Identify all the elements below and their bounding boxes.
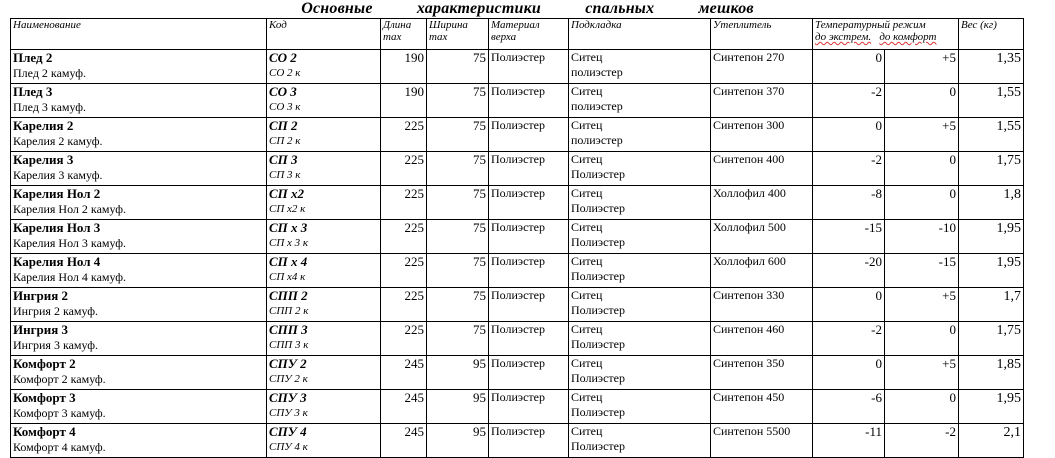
product-code: СП 3 [269, 152, 298, 167]
cell-length: 225 [381, 288, 427, 322]
product-name-camo: Ингрия 2 камуф. [13, 304, 98, 318]
cell-temp-extreme: 0 [813, 288, 885, 322]
cell-material: Полиэстер [489, 118, 569, 152]
cell-temp-comfort: -15 [885, 254, 959, 288]
cell-code [267, 356, 381, 390]
cell-insulation: Синтепон 270 [711, 50, 813, 84]
cell-material: Полиэстер [489, 50, 569, 84]
product-name-camo: Комфорт 4 камуф. [13, 440, 106, 454]
cell-temp-comfort: 0 [885, 186, 959, 220]
product-code: СП х2 [269, 186, 305, 201]
cell-temp-comfort: +5 [885, 356, 959, 390]
cell-width: 75 [427, 84, 489, 118]
cell-temp-extreme: -20 [813, 254, 885, 288]
cell-temp-comfort: +5 [885, 118, 959, 152]
cell-material: Полиэстер [489, 424, 569, 458]
cell-width: 75 [427, 220, 489, 254]
header-width: Ширина max [427, 19, 489, 50]
cell-width: 95 [427, 356, 489, 390]
lining-line-2: полиэстер [571, 65, 623, 79]
cell-temp-extreme: 0 [813, 118, 885, 152]
cell-material: Полиэстер [489, 390, 569, 424]
cell-lining [569, 356, 711, 390]
cell-name [11, 424, 267, 458]
table-row [11, 424, 1024, 458]
cell-insulation: Синтепон 370 [711, 84, 813, 118]
cell-temp-comfort: 0 [885, 84, 959, 118]
header-material: Материал верха [489, 19, 569, 50]
lining-line-2: Полиэстер [571, 269, 625, 283]
lining-line-1: Ситец [571, 322, 603, 336]
product-code: СПП 2 [269, 288, 308, 303]
cell-weight: 1,8 [959, 186, 1024, 220]
product-code: СПУ 2 [269, 356, 307, 371]
product-code-camo: СО 3 к [269, 101, 301, 113]
cell-length: 225 [381, 186, 427, 220]
cell-temp-extreme: -11 [813, 424, 885, 458]
product-name: Комфорт 2 [13, 356, 76, 371]
product-code: СПУ 4 [269, 424, 307, 439]
product-code-camo: СПУ 4 к [269, 441, 308, 453]
cell-weight: 1,75 [959, 152, 1024, 186]
lining-line-1: Ситец [571, 288, 603, 302]
cell-code [267, 118, 381, 152]
product-name: Плед 3 [13, 84, 53, 99]
cell-material: Полиэстер [489, 254, 569, 288]
lining-line-2: полиэстер [571, 99, 623, 113]
cell-width: 75 [427, 288, 489, 322]
cell-temp-comfort: -10 [885, 220, 959, 254]
cell-weight: 1,75 [959, 322, 1024, 356]
cell-temp-extreme: -2 [813, 84, 885, 118]
cell-length: 225 [381, 254, 427, 288]
cell-weight: 1,95 [959, 220, 1024, 254]
header-name: Наименование [11, 19, 267, 50]
cell-insulation: Холлофил 400 [711, 186, 813, 220]
cell-insulation: Синтепон 300 [711, 118, 813, 152]
cell-lining [569, 84, 711, 118]
header-length: Длина max [381, 19, 427, 50]
table-row [11, 390, 1024, 424]
cell-temp-extreme: 0 [813, 50, 885, 84]
cell-material: Полиэстер [489, 186, 569, 220]
product-name-camo: Карелия 2 камуф. [13, 134, 103, 148]
cell-length: 225 [381, 152, 427, 186]
cell-insulation: Холлофил 600 [711, 254, 813, 288]
cell-temp-comfort: 0 [885, 152, 959, 186]
cell-lining [569, 152, 711, 186]
product-code-camo: СПУ 3 к [269, 407, 308, 419]
header-lining: Подкладка [569, 19, 711, 50]
table-body [11, 50, 1024, 458]
product-code: СО 2 [269, 50, 297, 65]
cell-material: Полиэстер [489, 84, 569, 118]
product-name: Карелия Нол 4 [13, 254, 101, 269]
cell-width: 75 [427, 186, 489, 220]
product-name-camo: Комфорт 2 камуф. [13, 372, 106, 386]
cell-insulation: Холлофил 500 [711, 220, 813, 254]
cell-code [267, 288, 381, 322]
product-name: Карелия 2 [13, 118, 74, 133]
cell-temp-extreme: -2 [813, 152, 885, 186]
lining-line-1: Ситец [571, 186, 603, 200]
cell-code [267, 424, 381, 458]
table-row [11, 356, 1024, 390]
lining-line-2: Полиэстер [571, 303, 625, 317]
cell-temp-comfort: +5 [885, 50, 959, 84]
header-temp-extreme: до экстрем. [815, 31, 872, 43]
lining-line-2: Полиэстер [571, 167, 625, 181]
cell-insulation: Синтепон 460 [711, 322, 813, 356]
header-code: Код [267, 19, 381, 50]
product-name-camo: Карелия 3 камуф. [13, 168, 103, 182]
cell-name [11, 84, 267, 118]
lining-line-2: Полиэстер [571, 405, 625, 419]
cell-lining [569, 220, 711, 254]
table-row [11, 254, 1024, 288]
table-row [11, 288, 1024, 322]
sleeping-bag-table [10, 18, 1024, 458]
product-code: СП х 3 [269, 220, 308, 235]
cell-weight: 1,95 [959, 254, 1024, 288]
table-row [11, 152, 1024, 186]
cell-code [267, 152, 381, 186]
cell-lining [569, 254, 711, 288]
cell-material: Полиэстер [489, 220, 569, 254]
cell-code [267, 322, 381, 356]
cell-name [11, 220, 267, 254]
table-row [11, 118, 1024, 152]
cell-width: 95 [427, 390, 489, 424]
cell-lining [569, 288, 711, 322]
header-temp-sub [815, 31, 956, 43]
cell-material: Полиэстер [489, 322, 569, 356]
cell-length: 190 [381, 50, 427, 84]
cell-lining [569, 50, 711, 84]
cell-code [267, 186, 381, 220]
header-row [11, 19, 1024, 50]
table-row [11, 84, 1024, 118]
product-code: СП 2 [269, 118, 298, 133]
lining-line-1: Ситец [571, 152, 603, 166]
cell-width: 75 [427, 254, 489, 288]
document-title: Основные характеристики спальных мешков [301, 0, 754, 17]
header-weight: Вес (кг) [959, 19, 1024, 50]
cell-name [11, 356, 267, 390]
cell-name [11, 50, 267, 84]
cell-code [267, 390, 381, 424]
product-code-camo: СПП 3 к [269, 339, 309, 351]
product-name: Комфорт 4 [13, 424, 76, 439]
cell-length: 190 [381, 84, 427, 118]
table-row [11, 220, 1024, 254]
product-name-camo: Плед 2 камуф. [13, 66, 86, 80]
cell-weight: 1,7 [959, 288, 1024, 322]
product-name: Ингрия 2 [13, 288, 69, 303]
product-code: СО 3 [269, 84, 297, 99]
cell-width: 75 [427, 152, 489, 186]
cell-insulation: Синтепон 450 [711, 390, 813, 424]
product-code-camo: СПП 2 к [269, 305, 309, 317]
cell-temp-comfort: -2 [885, 424, 959, 458]
product-name: Плед 2 [13, 50, 53, 65]
cell-code [267, 84, 381, 118]
header-insulation: Утеплитель [711, 19, 813, 50]
table-row [11, 50, 1024, 84]
cell-lining [569, 186, 711, 220]
cell-lining [569, 390, 711, 424]
product-code: СП х 4 [269, 254, 308, 269]
lining-line-2: Полиэстер [571, 439, 625, 453]
cell-width: 75 [427, 118, 489, 152]
cell-temp-extreme: -15 [813, 220, 885, 254]
product-name: Ингрия 3 [13, 322, 69, 337]
cell-temp-extreme: -6 [813, 390, 885, 424]
lining-line-2: Полиэстер [571, 337, 625, 351]
product-name: Комфорт 3 [13, 390, 76, 405]
cell-width: 95 [427, 424, 489, 458]
cell-temp-extreme: 0 [813, 356, 885, 390]
cell-weight: 1,95 [959, 390, 1024, 424]
lining-line-1: Ситец [571, 356, 603, 370]
product-name-camo: Карелия Нол 2 камуф. [13, 202, 126, 216]
lining-line-2: Полиэстер [571, 235, 625, 249]
cell-name [11, 118, 267, 152]
cell-name [11, 186, 267, 220]
lining-line-1: Ситец [571, 220, 603, 234]
cell-length: 225 [381, 322, 427, 356]
cell-name [11, 152, 267, 186]
lining-line-1: Ситец [571, 424, 603, 438]
cell-lining [569, 424, 711, 458]
product-name: Карелия 3 [13, 152, 74, 167]
cell-insulation: Синтепон 350 [711, 356, 813, 390]
cell-lining [569, 322, 711, 356]
lining-line-1: Ситец [571, 254, 603, 268]
cell-length: 245 [381, 424, 427, 458]
cell-name [11, 390, 267, 424]
table-row [11, 322, 1024, 356]
cell-insulation: Синтепон 5500 [711, 424, 813, 458]
lining-line-1: Ситец [571, 84, 603, 98]
product-code: СПУ 3 [269, 390, 307, 405]
product-name: Карелия Нол 2 [13, 186, 101, 201]
product-code-camo: СО 2 к [269, 67, 301, 79]
cell-insulation: Синтепон 400 [711, 152, 813, 186]
header-temp-main: Температурный режим [815, 19, 926, 31]
cell-material: Полиэстер [489, 152, 569, 186]
product-code-camo: СП 3 к [269, 169, 301, 181]
cell-code [267, 254, 381, 288]
cell-weight: 1,55 [959, 84, 1024, 118]
cell-weight: 1,55 [959, 118, 1024, 152]
product-name-camo: Комфорт 3 камуф. [13, 406, 106, 420]
product-name-camo: Карелия Нол 3 камуф. [13, 236, 126, 250]
product-name-camo: Карелия Нол 4 камуф. [13, 270, 126, 284]
cell-temp-comfort: 0 [885, 322, 959, 356]
product-code-camo: СП х2 к [269, 203, 306, 215]
product-name-camo: Ингрия 3 камуф. [13, 338, 98, 352]
cell-length: 245 [381, 390, 427, 424]
product-code-camo: СП х 3 к [269, 237, 309, 249]
cell-weight: 2,1 [959, 424, 1024, 458]
cell-weight: 1,35 [959, 50, 1024, 84]
cell-length: 225 [381, 118, 427, 152]
product-code-camo: СП х4 к [269, 271, 306, 283]
lining-line-1: Ситец [571, 118, 603, 132]
cell-code [267, 50, 381, 84]
product-code-camo: СПУ 2 к [269, 373, 308, 385]
cell-weight: 1,85 [959, 356, 1024, 390]
lining-line-2: полиэстер [571, 133, 623, 147]
product-code-camo: СП 2 к [269, 135, 301, 147]
cell-code [267, 220, 381, 254]
lining-line-1: Ситец [571, 50, 603, 64]
cell-lining [569, 118, 711, 152]
cell-temp-comfort: +5 [885, 288, 959, 322]
cell-material: Полиэстер [489, 356, 569, 390]
cell-width: 75 [427, 50, 489, 84]
cell-width: 75 [427, 322, 489, 356]
cell-material: Полиэстер [489, 288, 569, 322]
header-temp-comfort: до комфорт [879, 31, 937, 43]
cell-temp-extreme: -2 [813, 322, 885, 356]
product-name: Карелия Нол 3 [13, 220, 101, 235]
product-code: СПП 3 [269, 322, 308, 337]
cell-insulation: Синтепон 330 [711, 288, 813, 322]
cell-length: 245 [381, 356, 427, 390]
cell-temp-extreme: -8 [813, 186, 885, 220]
header-temperature [813, 19, 959, 50]
cell-length: 225 [381, 220, 427, 254]
product-name-camo: Плед 3 камуф. [13, 100, 86, 114]
cell-name [11, 254, 267, 288]
table-row [11, 186, 1024, 220]
lining-line-2: Полиэстер [571, 371, 625, 385]
lining-line-2: Полиэстер [571, 201, 625, 215]
cell-name [11, 288, 267, 322]
lining-line-1: Ситец [571, 390, 603, 404]
cell-temp-comfort: 0 [885, 390, 959, 424]
cell-name [11, 322, 267, 356]
